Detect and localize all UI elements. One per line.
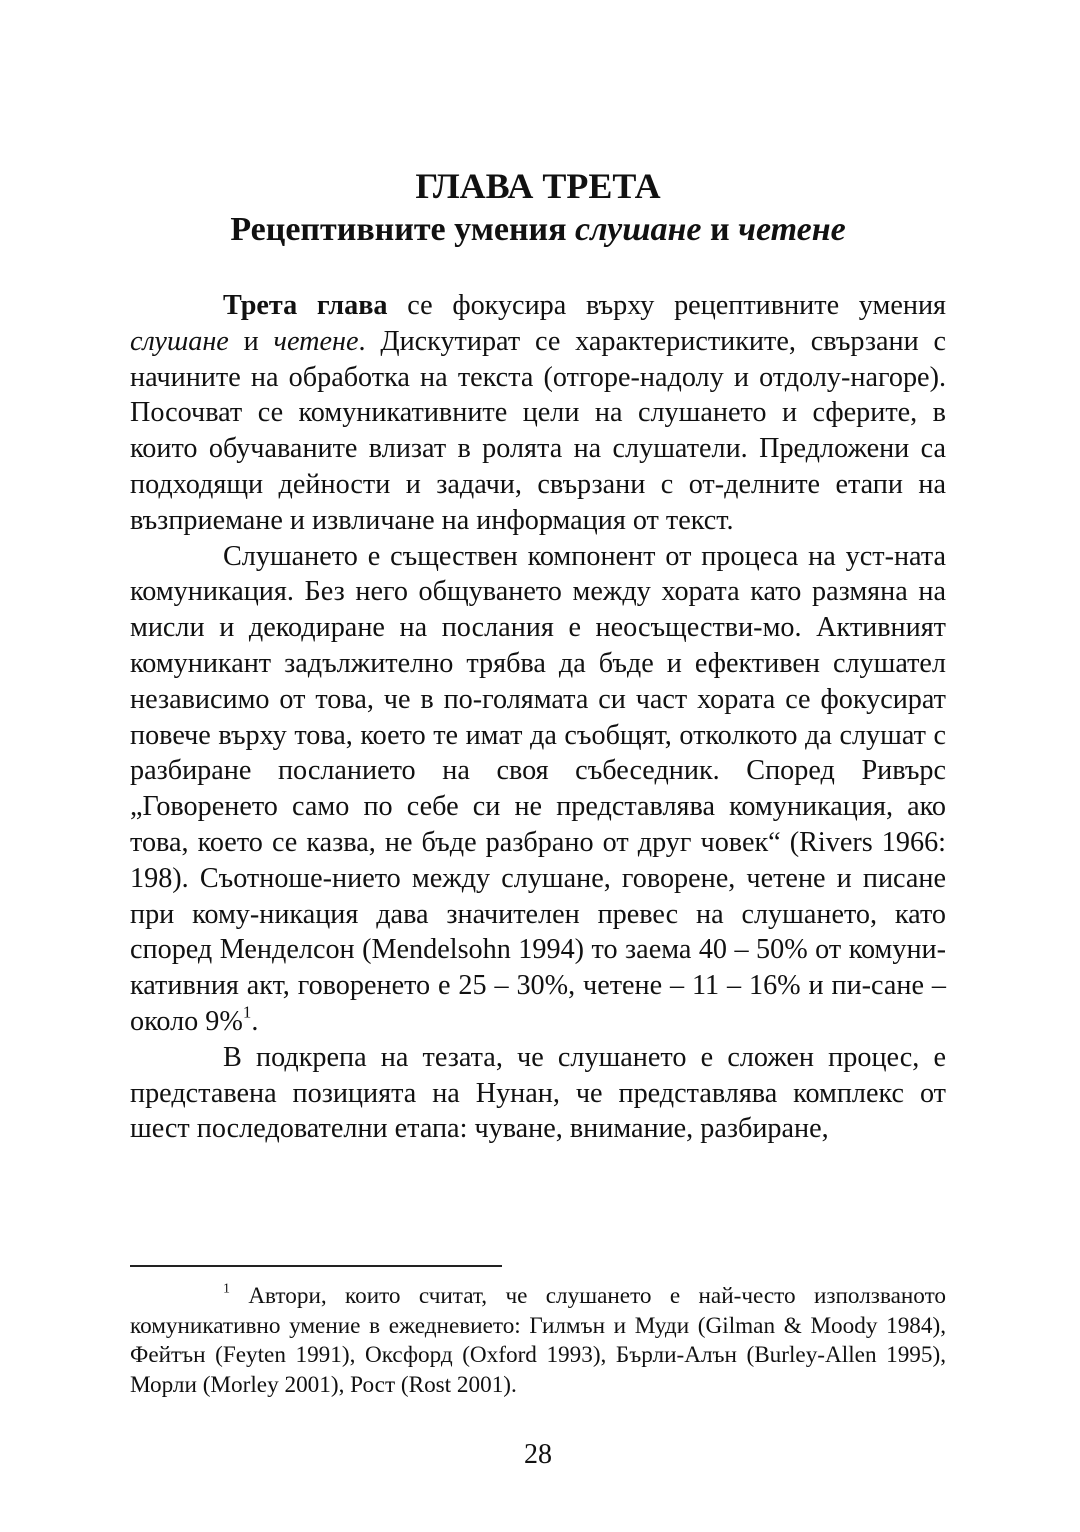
paragraph-1-text: . Дискутират се характеристиките, свързани с начините на обработка на текста (отгоре-надолу и отдолу-нагоре). Посочват се комуникативните цели на слушането и сферите, в които обучаваните влизат в ролята на слушатели. Предложени са подходящи дейности и задачи, свързани с от-делните етапи на възприемане и извличане на информация от текст.: [130, 325, 946, 536]
page-number: 28: [524, 1439, 552, 1470]
paragraph-2-text: Слушането е съществен компонент от процеса на уст-ната комуникация. Без него общуването между хората като размяна на мисли и декодиране на послания е неосъществи-мо. Активният комуникант задължително трябва да бъде и ефективен слушател независимо от това, че в по-голямата си част хората се фокусират повече върху това, което те имат да съобщят, отколкото да слушат с разбиране посланието на своя събеседник. Според Ривърс „Говоренето само по себе си не представлява комуникация, ако това, което се казва, не бъде разбрано от друг човек“ (Rivers 1966: 198). Съотноше-нието между слушане, говорене, четене и писане при кому-никация дава значителен превес на слушането, като според Менделсон (Mendelsohn 1994) то заема 40 – 50% от комуни-кативния акт, говоренето е 25 – 30%, четене – 11 – 16% и пи-сане – около 9%: [130, 540, 946, 1037]
paragraph-3-text: В подкрепа на тезата, че слушането е сложен процес, е представена позицията на Нунан, че представлява комплекс от шест последователни етапа: чуване, внимание, разбиране,: [130, 1041, 946, 1145]
footnote-text: Автори, които считат, че слушането е най-често използваното комуникативно умение в ежедневието: Гилмън и Муди (Gilman & Moody 1984), Фейтън (Feyten 1991), Оксфорд (Oxford 1993), Бърли-Алън (Burley-Allen 1995), Морли (Morley 2001), Рост (Rost 2001).: [130, 1283, 946, 1398]
subtitle-italic-reading: четене: [738, 211, 846, 248]
body-text: [130, 288, 946, 1147]
paragraph-1-italic-reading: четене: [273, 325, 359, 357]
paragraph-1-text: се фокусира върху рецептивните умения: [387, 290, 947, 321]
subtitle-italic-listening: слушане: [575, 211, 702, 248]
footnote: [130, 1282, 946, 1400]
paragraph-2: [130, 539, 946, 1040]
footnote-marker: 1: [223, 1281, 230, 1297]
paragraph-2-end: .: [251, 1005, 259, 1037]
paragraph-1-text: и: [228, 325, 274, 357]
footnote-reference[interactable]: 1: [242, 1002, 252, 1022]
paragraph-1-lead: Трета глава: [223, 290, 388, 321]
paragraph-3: [130, 1040, 946, 1147]
subtitle-conjunction: и: [701, 211, 739, 248]
paragraph-1: [130, 288, 946, 539]
chapter-subtitle: [130, 208, 946, 252]
chapter-title: ГЛАВА ТРЕТА: [415, 166, 661, 206]
footnote-divider: [130, 1265, 502, 1267]
paragraph-1-italic-listening: слушане: [130, 325, 229, 357]
subtitle-text: Рецептивните умения: [230, 211, 576, 248]
